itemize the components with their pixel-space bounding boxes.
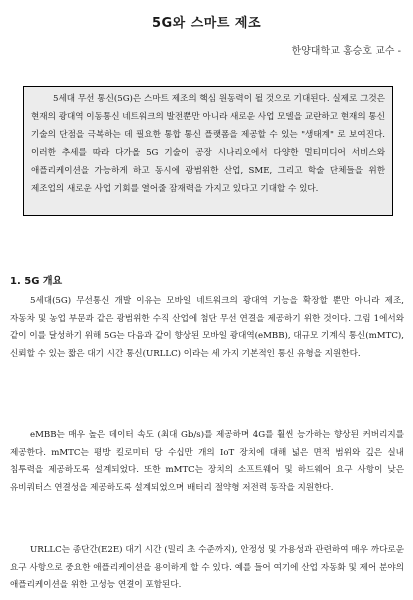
author-line: 한양대학교 홍승호 교수 -	[291, 46, 401, 57]
section-heading: 1. 5G 개요	[10, 276, 63, 287]
body-paragraph: 5세대(5G) 무선통신 개발 이유는 모바일 네트워크의 광대역 기능을 확장할 뿐만 아니라 제조, 자동차 및 농업 부문과 같은 광범위한 수직 산업에 첨단 무선 연결을 제공하기 위한 것이다. 그림 1에서와 같이 이를 달성하기 위해 5G는 다음과 같이 향상된 모바일 광대역(eMBB), 대규모 기계식 통신(mMTC), 신뢰할 수 있는 짧은 대기 시간 통신(URLLC) 이라는 세 가지 기본적인 통신 유형을 지원한다.	[10, 296, 404, 360]
body-paragraph: URLLC는 종단간(E2E) 대기 시간 (밀리 초 수준까지), 안정성 및 가용성과 관련하여 매우 까다로운 요구 사항으로 중요한 애플리케이션을 용이하게 할 수 있다. 예를 들어 여기에 산업 자동화 및 제어 분야의 애플리케이션을 위한 고성능 연결이 포함된다.	[10, 545, 404, 591]
document-title: 5G와 스마트 제조	[151, 16, 262, 31]
body-paragraph: eMBB는 매우 높은 데이터 속도 (최대 Gb/s)를 제공하며 4G를 훨씬 능가하는 향상된 커버리지를 제공한다. mMTC는 평방 킬로미터 당 수십만 개의 IoT 장치에 대해 넓은 면적 범위와 깊은 실내 침투력을 제공하도록 설계되었다. 또한 mMTC는 장치의 소프트웨어 및 하드웨어 요구 사항이 낮은 유비쿼터스 연결성을 제공하도록 설계되었으며 배터리 절약형 저전력 동작을 지원한다.	[10, 430, 404, 494]
abstract-text: 5세대 무선 통신(5G)은 스마트 제조의 핵심 원동력이 될 것으로 기대된다. 실제로 그것은 현재의 광대역 이동통신 네트워크의 발전뿐만 아니라 새로운 사업 모델을 교란하고 현재의 통신 기술의 단점을 극복하는 데 필요한 통합 통신 플랫폼을 제공할 수 있는 "생태계" 로 보여진다. 이러한 추세를 따라 다가올 5G 기술이 공장 시나리오에서 다양한 멀티미디어 서비스와 애플리케이션을 가능하게 하고 동시에 광범위한 산업, SME, 그리고 학술 단체들을 위한 제조업의 새로운 사업 기회를 열어줄 잠재력을 가지고 있다고 기대할 수 있다.	[31, 94, 385, 194]
